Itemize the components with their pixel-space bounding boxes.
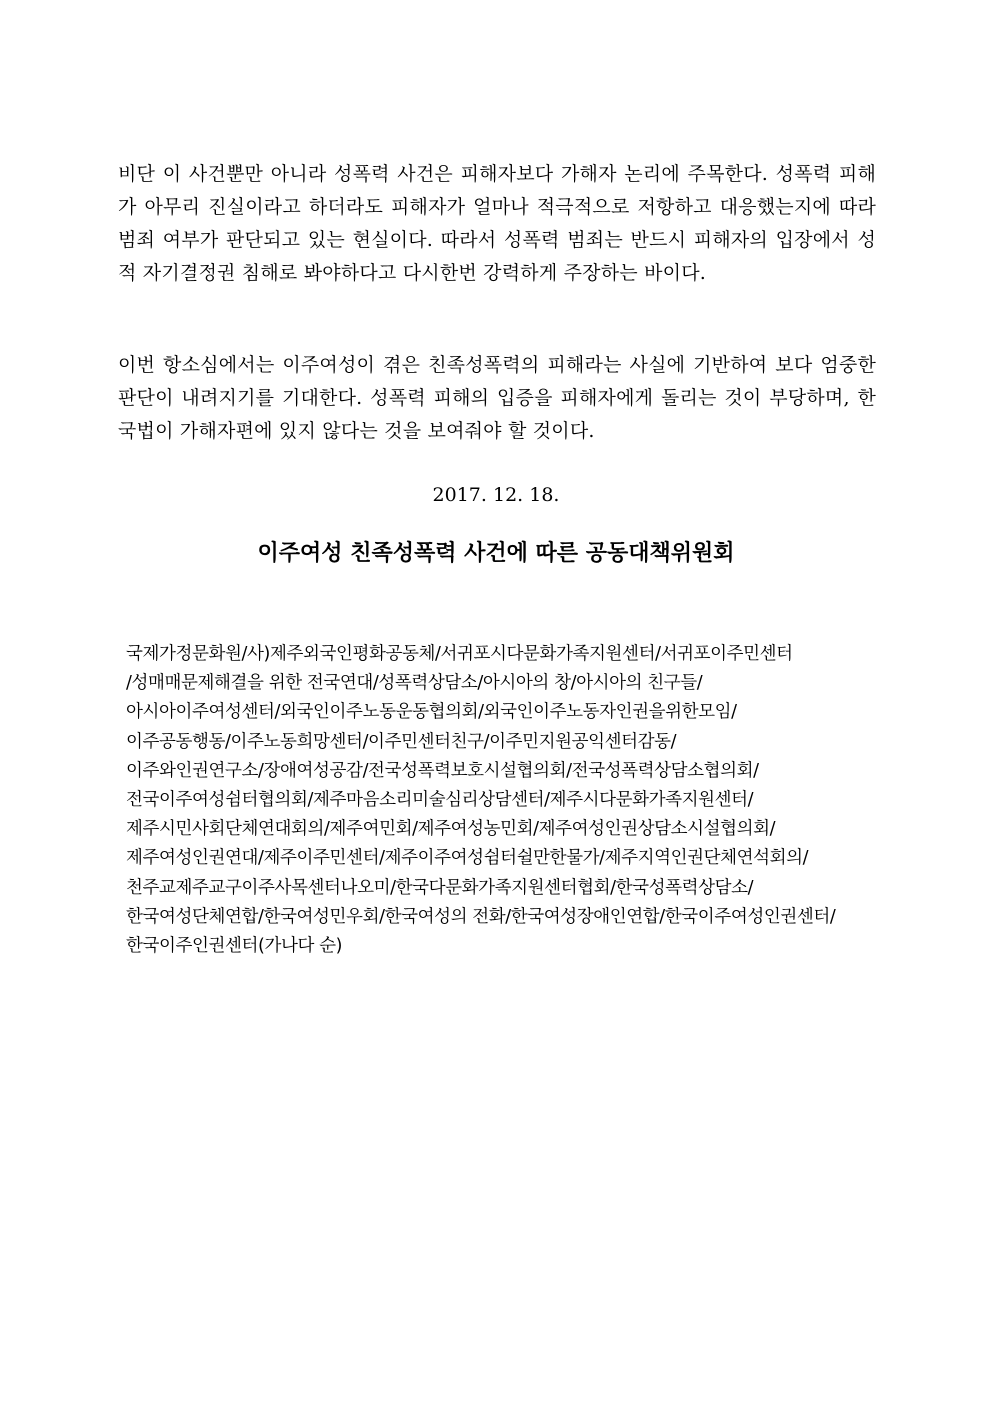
organization-line: 천주교제주교구이주사목센터나오미/한국다문화가족지원센터협회/한국성폭력상담소/: [126, 877, 754, 898]
organization-line: 제주여성인권연대/제주이주민센터/제주이주여성쉼터쉴만한물가/제주지역인권단체연석회의/: [126, 848, 809, 869]
organization-line: 아시아이주여성센터/외국인이주노동운동협의회/외국인이주노동자인권을위한모임/: [126, 702, 737, 723]
organization-line: 이주와인권연구소/장애여성공감/전국성폭력보호시설협의회/전국성폭력상담소협의회/: [126, 760, 759, 781]
body-paragraph-1: 비단 이 사건뿐만 아니라 성폭력 사건은 피해자보다 가해자 논리에 주목한다. 성폭력 피해가 아무리 진실이라고 하더라도 피해자가 얼마나 적극적으로 저항하고 대응했는지에 따라 범죄 여부가 판단되고 있는 현실이다. 따라서 성폭력 범죄는 반드시 피해자의 입장에서 성적 자기결정권 침해로 봐야하다고 다시한번 강력하게 주장하는 바이다.: [118, 163, 876, 284]
statement-date: 2017. 12. 18.: [432, 484, 560, 506]
organization-list: [126, 640, 886, 961]
organization-line: 전국이주여성쉼터협의회/제주마음소리미술심리상담센터/제주시다문화가족지원센터/: [126, 790, 754, 811]
organization-line: 한국이주인권센터(가나다 순): [126, 936, 343, 957]
organization-line: 국제가정문화원/사)제주외국인평화공동체/서귀포시다문화가족지원센터/서귀포이주민센터: [126, 644, 793, 664]
organization-line: 제주시민사회단체연대회의/제주여민회/제주여성농민회/제주여성인권상담소시설협의회/: [126, 819, 776, 840]
body-paragraph-2: 이번 항소심에서는 이주여성이 겪은 친족성폭력의 피해라는 사실에 기반하여 보다 엄중한 판단이 내려지기를 기대한다. 성폭력 피해의 입증을 피해자에게 돌리는 것이 부당하며, 한국법이 가해자편에 있지 않다는 것을 보여줘야 할 것이다.: [118, 354, 876, 442]
organization-line: 이주공동행동/이주노동희망센터/이주민센터친구/이주민지원공익센터감동/: [126, 731, 677, 752]
committee-name: 이주여성 친족성폭력 사건에 따른 공동대책위원회: [257, 540, 735, 566]
organization-line: 한국여성단체연합/한국여성민우회/한국여성의 전화/한국여성장애인연합/한국이주여성인권센터/: [126, 906, 836, 927]
organization-line: /성매매문제해결을 위한 전국연대/성폭력상담소/아시아의 창/아시아의 친구들/: [126, 673, 703, 694]
